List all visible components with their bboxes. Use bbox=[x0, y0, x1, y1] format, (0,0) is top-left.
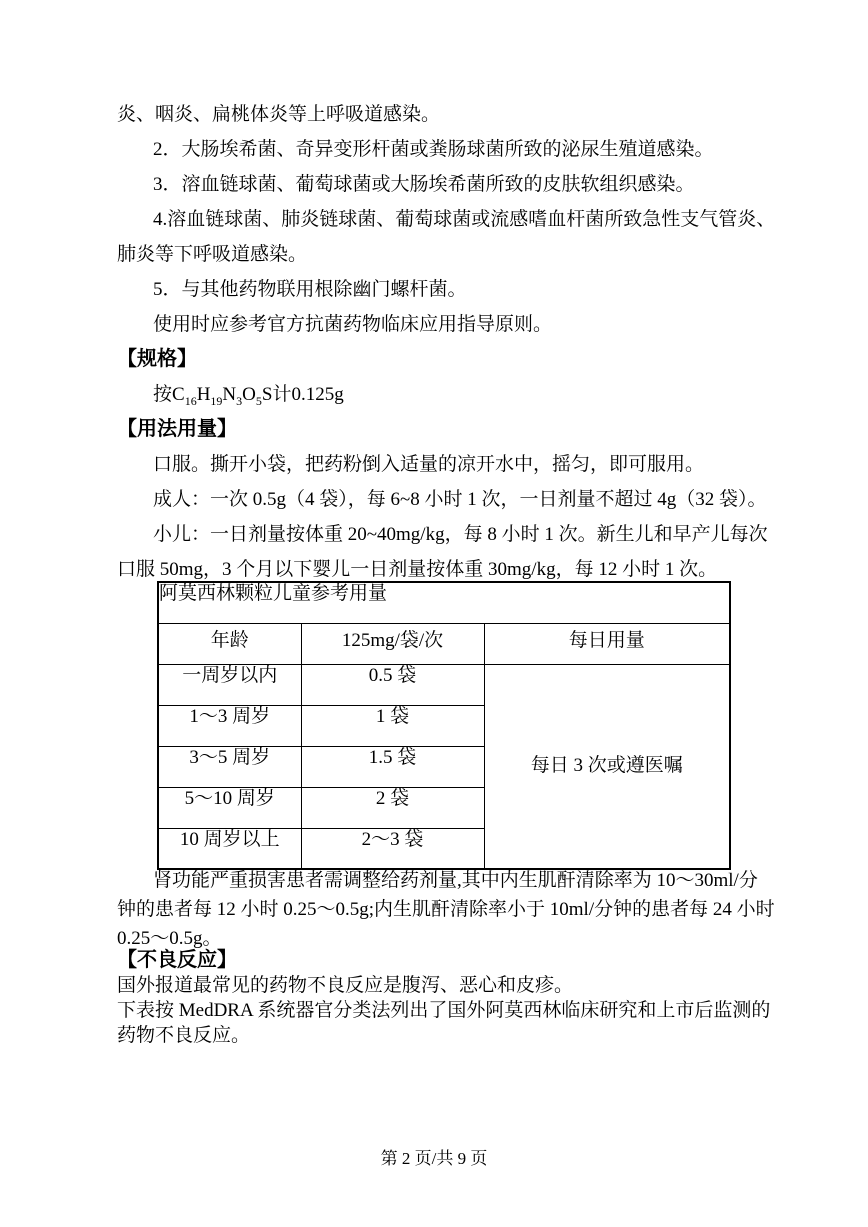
body-line: 2．大肠埃希菌、奇异变形杆菌或粪肠球菌所致的泌尿生殖道感染。 bbox=[153, 139, 714, 160]
main-text-block bbox=[117, 97, 817, 587]
usage-line: 小儿：一日剂量按体重 20~40mg/kg，每 8 小时 1 次。新生儿和早产儿每次 bbox=[153, 524, 768, 545]
page-footer: 第 2 页/共 9 页 bbox=[380, 1149, 488, 1168]
col-header-age: 年龄 bbox=[158, 623, 301, 664]
formula-part: S计0.125g bbox=[261, 384, 344, 405]
renal-paragraph bbox=[117, 866, 817, 953]
adverse-reactions-section bbox=[117, 948, 817, 1048]
usage-table bbox=[157, 581, 731, 870]
usage-line: 成人：一次 0.5g（4 袋），每 6~8 小时 1 次，一日剂量不超过 4g（32 袋）。 bbox=[153, 489, 767, 510]
cell-age: 3～5 周岁 bbox=[158, 746, 301, 787]
renal-line: 钟的患者每 12 小时 0.25～0.5g;内生肌酐清除率小于 10ml/分钟的患者每 24 小时 bbox=[117, 899, 775, 920]
formula-subscript: 19 bbox=[210, 393, 223, 408]
body-line: 炎、咽炎、扁桃体炎等上呼吸道感染。 bbox=[117, 104, 441, 125]
formula-part: N bbox=[222, 384, 237, 405]
section-heading-adverse: 【不良反应】 bbox=[117, 949, 237, 971]
cell-dose: 0.5 袋 bbox=[301, 664, 484, 705]
usage-line: 口服。撕开小袋，把药粉倒入适量的凉开水中，摇匀，即可服用。 bbox=[153, 454, 705, 475]
formula-subscript: 3 bbox=[236, 393, 243, 408]
spec-formula bbox=[117, 377, 817, 412]
adverse-line: 下表按 MedDRA 系统器官分类法列出了国外阿莫西林临床研究和上市后监测的 bbox=[117, 1000, 771, 1021]
cell-age: 1～3 周岁 bbox=[158, 705, 301, 746]
cell-dose: 2～3 袋 bbox=[301, 828, 484, 869]
section-heading-spec: 【规格】 bbox=[117, 348, 197, 370]
renal-line: 0.25～0.5g。 bbox=[117, 928, 222, 949]
table-title-row bbox=[158, 582, 730, 623]
adverse-line: 国外报道最常见的药物不良反应是腹泻、恶心和皮疹。 bbox=[117, 975, 574, 996]
cell-dose: 1 袋 bbox=[301, 705, 484, 746]
cell-dose: 2 袋 bbox=[301, 787, 484, 828]
formula-subscript: 5 bbox=[255, 393, 262, 408]
body-line: 3．溶血链球菌、葡萄球菌或大肠埃希菌所致的皮肤软组织感染。 bbox=[153, 174, 695, 195]
formula-subscript: 16 bbox=[184, 393, 197, 408]
cell-age: 5～10 周岁 bbox=[158, 787, 301, 828]
body-line: 5．与其他药物联用根除幽门螺杆菌。 bbox=[153, 279, 467, 300]
col-header-dose: 125mg/袋/次 bbox=[301, 623, 484, 664]
cell-age: 10 周岁以上 bbox=[158, 828, 301, 869]
body-line: 4.溶血链球菌、肺炎链球菌、葡萄球菌或流感嗜血杆菌所致急性支气管炎、 bbox=[153, 209, 776, 230]
formula-part: 按C bbox=[153, 384, 185, 405]
body-line: 使用时应参考官方抗菌药物临床应用指导原则。 bbox=[153, 314, 553, 335]
section-heading-usage: 【用法用量】 bbox=[117, 418, 237, 440]
formula-part: O bbox=[242, 384, 256, 405]
merged-daily-note: 每日 3 次或遵医嘱 bbox=[484, 664, 730, 869]
usage-table-container bbox=[157, 581, 731, 870]
formula-part: H bbox=[196, 384, 211, 405]
cell-dose: 1.5 袋 bbox=[301, 746, 484, 787]
table-header-row bbox=[158, 623, 730, 664]
col-header-daily: 每日用量 bbox=[484, 623, 730, 664]
table-row bbox=[158, 664, 730, 705]
usage-line: 口服 50mg，3 个月以下婴儿一日剂量按体重 30mg/kg，每 12 小时 1 次。 bbox=[117, 559, 718, 580]
cell-age: 一周岁以内 bbox=[158, 664, 301, 705]
table-title: 阿莫西林颗粒儿童参考用量 bbox=[158, 582, 730, 623]
renal-line: 肾功能严重损害患者需调整给药剂量,其中内生肌酐清除率为 10～30ml/分 bbox=[153, 870, 758, 891]
adverse-line: 药物不良反应。 bbox=[117, 1025, 251, 1046]
body-line: 肺炎等下呼吸道感染。 bbox=[117, 244, 308, 265]
